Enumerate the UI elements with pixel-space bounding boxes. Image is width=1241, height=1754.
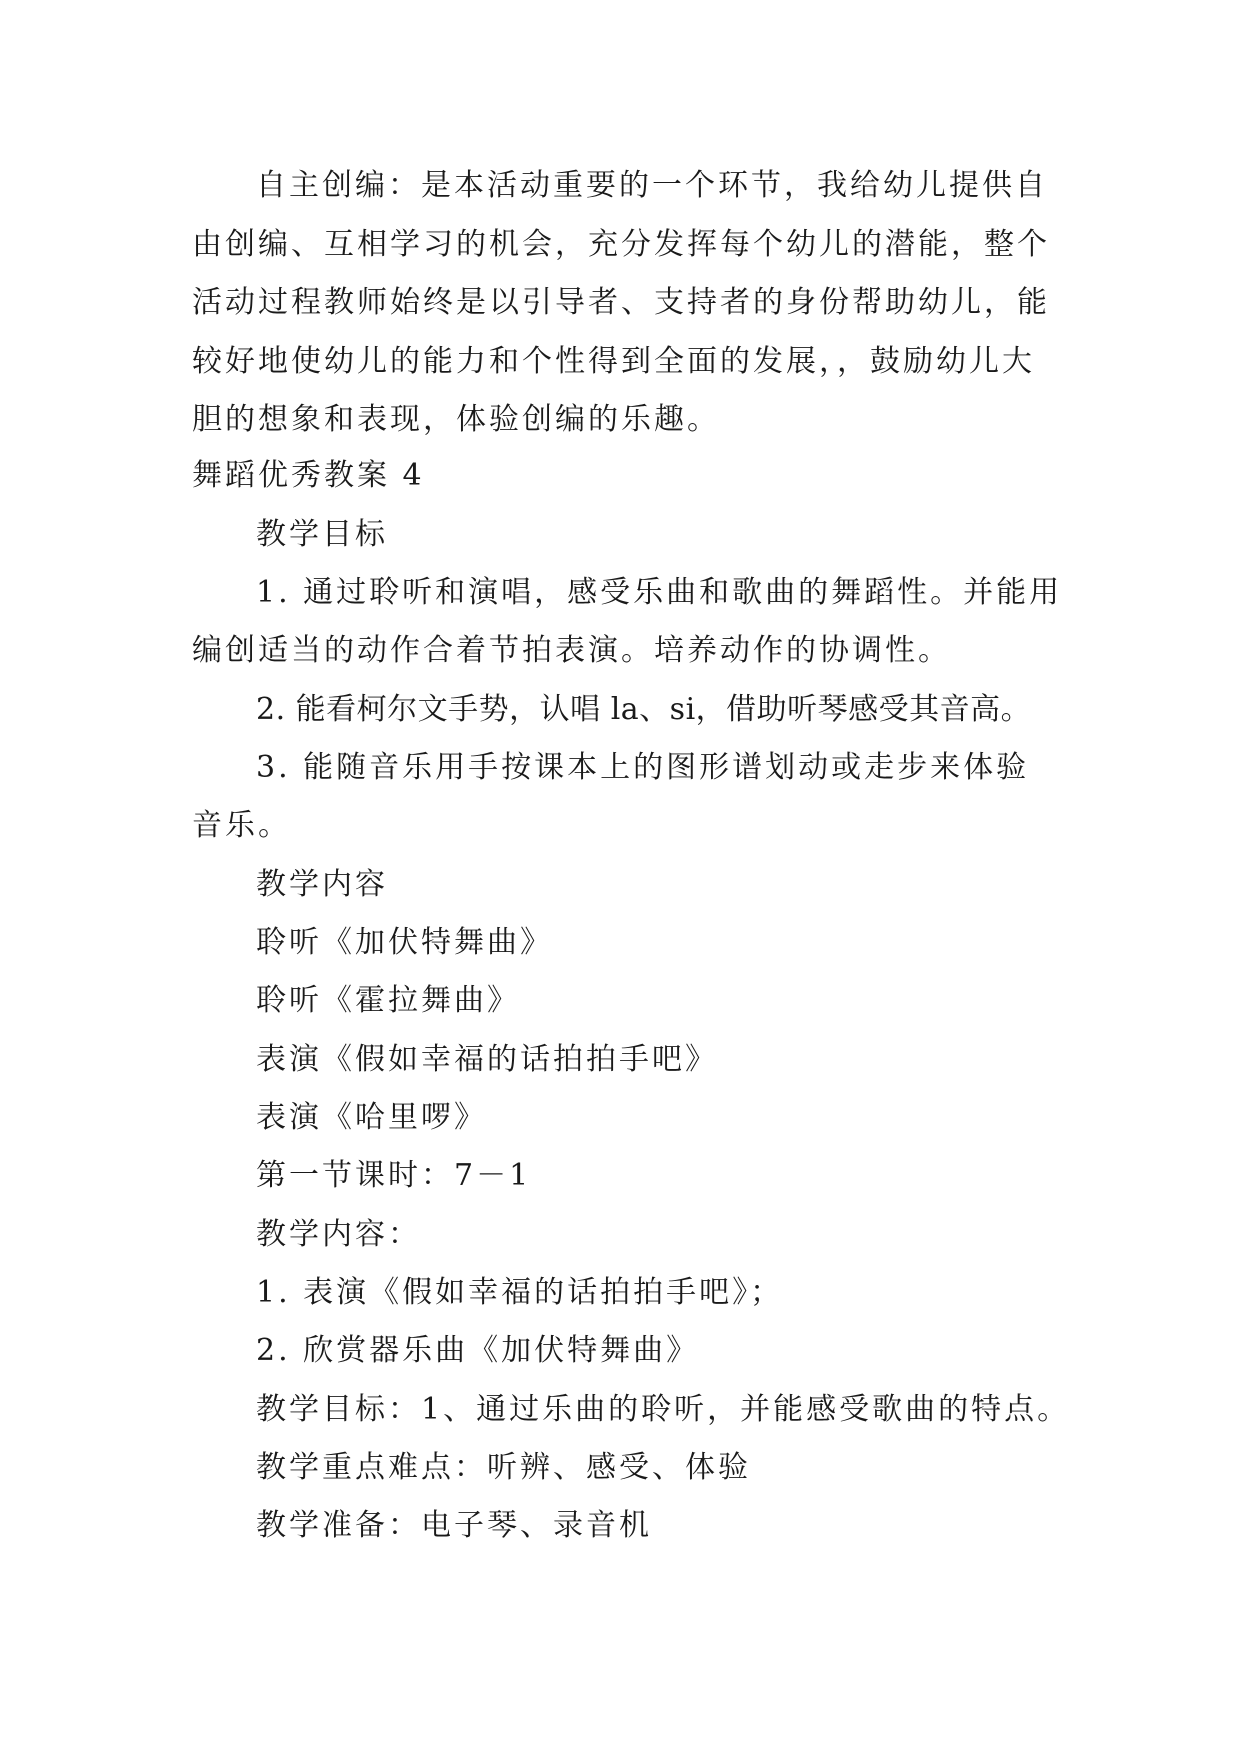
paragraph-line: 活动过程教师始终是以引导者、支持者的身份帮助幼儿，能 [192, 285, 1050, 320]
heading-line: 教学目标 [256, 517, 388, 552]
paragraph-line: 自主创编：是本活动重要的一个环节，我给幼儿提供自 [256, 168, 1048, 203]
paragraph-line: 3. 能随音乐用手按课本上的图形谱划动或走步来体验 [256, 750, 1030, 785]
paragraph-line: 2. 能看柯尔文手势，认唱 la、si，借助听琴感受其音高。 [256, 692, 1032, 727]
paragraph-line: 音乐。 [192, 808, 291, 843]
paragraph-line: 由创编、互相学习的机会，充分发挥每个幼儿的潜能，整个 [192, 227, 1050, 262]
section-title: 舞蹈优秀教案 4 [192, 458, 425, 493]
paragraph-line: 第一节课时：7－1 [256, 1158, 532, 1193]
list-item: 聆听《加伏特舞曲》 [256, 925, 553, 960]
paragraph-line: 教学准备：电子琴、录音机 [256, 1508, 652, 1543]
list-item: 表演《假如幸福的话拍拍手吧》 [256, 1042, 718, 1077]
list-item: 表演《哈里啰》 [256, 1100, 487, 1135]
paragraph-line: 胆的想象和表现，体验创编的乐趣。 [192, 402, 720, 437]
paragraph-line: 1. 通过聆听和演唱，感受乐曲和歌曲的舞蹈性。并能用 [256, 575, 1063, 610]
list-item: 聆听《霍拉舞曲》 [256, 983, 520, 1018]
list-item: 1. 表演《假如幸福的话拍拍手吧》； [256, 1275, 784, 1310]
heading-line: 教学内容： [256, 1217, 421, 1252]
heading-line: 教学内容 [256, 867, 388, 902]
list-item: 2. 欣赏器乐曲《加伏特舞曲》 [256, 1333, 700, 1368]
paragraph-line: 较好地使幼儿的能力和个性得到全面的发展，，鼓励幼儿大 [192, 344, 1035, 379]
paragraph-line: 教学目标：1、通过乐曲的聆听，并能感受歌曲的特点。 [256, 1392, 1071, 1427]
paragraph-line: 编创适当的动作合着节拍表演。培养动作的协调性。 [192, 633, 951, 668]
paragraph-line: 教学重点难点：听辨、感受、体验 [256, 1450, 751, 1485]
